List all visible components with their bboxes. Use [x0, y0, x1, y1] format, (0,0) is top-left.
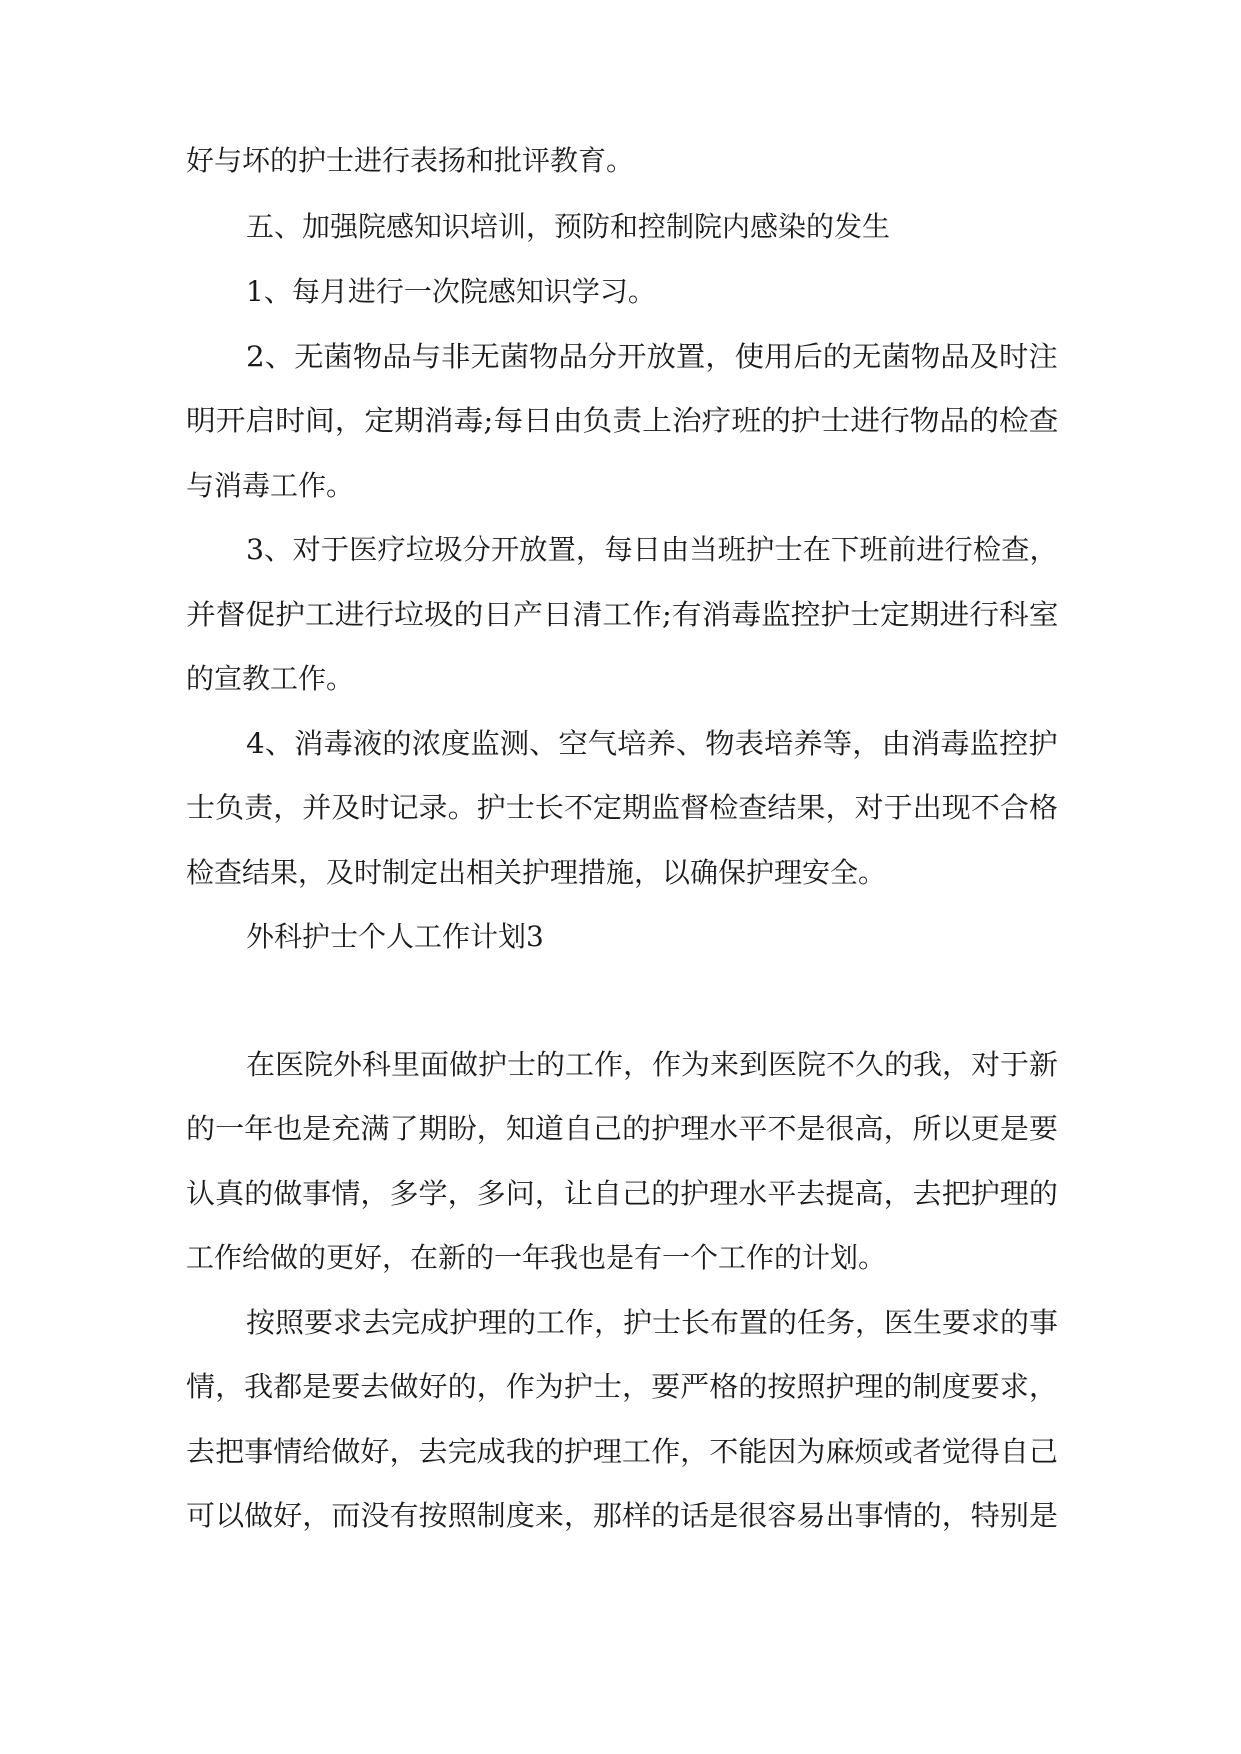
paragraph-line: 认真的做事情，多学，多问，让自己的护理水平去提高，去把护理的 — [186, 1177, 1059, 1210]
paragraph-line: 可以做好，而没有按照制度来，那样的话是很容易出事情的，特别是 — [186, 1499, 1059, 1532]
paragraph-line: 的一年也是充满了期盼，知道自己的护理水平不是很高，所以更是要 — [186, 1112, 1059, 1145]
list-item: 2、无菌物品与非无菌物品分开放置，使用后的无菌物品及时注 — [246, 340, 1058, 373]
text-line: 好与坏的护士进行表扬和批评教育。 — [186, 144, 635, 177]
paragraph-line: 按照要求去完成护理的工作，护士长布置的任务，医生要求的事 — [246, 1306, 1059, 1339]
section-title: 外科护士个人工作计划3 — [246, 920, 544, 953]
list-item: 1、每月进行一次院感知识学习。 — [246, 275, 656, 308]
paragraph-line: 去把事情给做好，去完成我的护理工作，不能因为麻烦或者觉得自己 — [186, 1435, 1059, 1468]
text-line: 士负责，并及时记录。护士长不定期监督检查结果，对于出现不合格 — [186, 791, 1059, 824]
text-line: 检查结果，及时制定出相关护理措施，以确保护理安全。 — [186, 856, 887, 889]
text-line: 与消毒工作。 — [186, 469, 355, 502]
paragraph-line: 工作给做的更好，在新的一年我也是有一个工作的计划。 — [186, 1241, 887, 1274]
paragraph-line: 情，我都是要去做好的，作为护士，要严格的按照护理的制度要求， — [186, 1370, 1059, 1403]
paragraph-line: 在医院外科里面做护士的工作，作为来到医院不久的我，对于新 — [246, 1048, 1059, 1081]
list-item: 3、对于医疗垃圾分开放置，每日由当班护士在下班前进行检查， — [246, 533, 1058, 566]
text-line: 的宣教工作。 — [186, 662, 355, 695]
list-item: 4、消毒液的浓度监测、空气培养、物表培养等，由消毒监控护 — [246, 727, 1058, 760]
text-line: 并督促护工进行垃圾的日产日清工作;有消毒监控护士定期进行科室 — [186, 598, 1059, 631]
text-line: 明开启时间，定期消毒;每日由负责上治疗班的护士进行物品的检查 — [186, 404, 1059, 437]
section-heading: 五、加强院感知识培训，预防和控制院内感染的发生 — [246, 210, 891, 243]
